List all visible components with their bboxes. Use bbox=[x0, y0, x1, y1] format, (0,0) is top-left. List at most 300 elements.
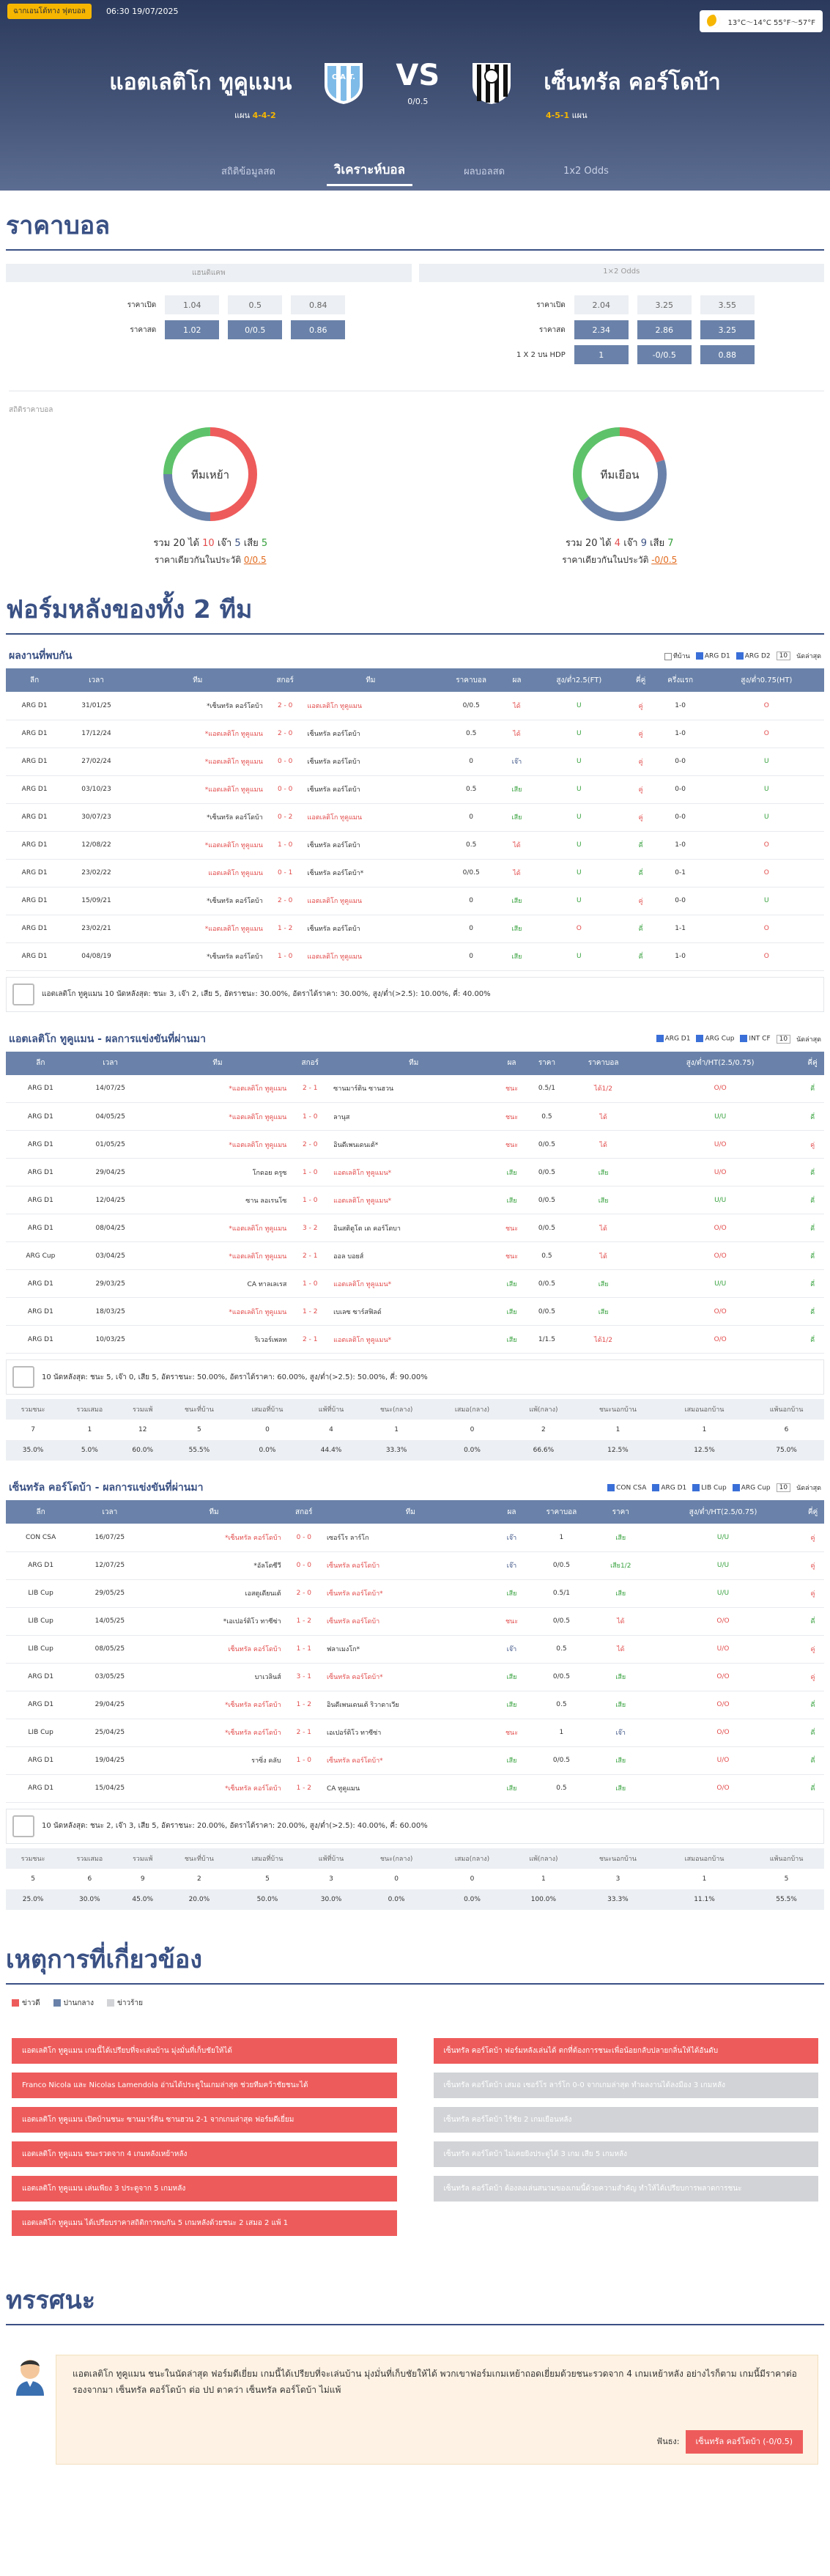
odd-even-cell: คี่ bbox=[801, 1159, 824, 1186]
away-team-cell[interactable]: เซ็นทรัล คอร์โดบ้า* bbox=[324, 1746, 497, 1774]
table-row bbox=[6, 1607, 824, 1635]
date-cell: 03/10/23 bbox=[63, 775, 130, 803]
stat-value: 1 bbox=[541, 1875, 546, 1883]
odds-value[interactable]: 1.02 bbox=[165, 320, 219, 339]
tab-live-score[interactable]: ผลบอลสด bbox=[464, 166, 505, 177]
home-donut-summary bbox=[100, 535, 320, 550]
match-count-select[interactable]: 10 bbox=[777, 652, 790, 660]
odds-cell: 0.5 bbox=[437, 720, 505, 748]
stat-header: เสมอที่บ้าน bbox=[232, 1399, 303, 1420]
news-item[interactable]: เซ็นทรัล คอร์โดบ้า เสมอ เซอร์โร ลาร์โก 0-0 จากเกมล่าสุด ทำผลงานได้ลงมือง 3 เกมหลัง bbox=[434, 2073, 819, 2098]
home-team-cell[interactable]: *เซ็นทรัล คอร์โดบ้า bbox=[130, 942, 266, 970]
odds-value[interactable]: 0.88 bbox=[700, 345, 755, 364]
column-header: สกอร์ bbox=[266, 668, 305, 692]
handicap-result-cell: ได้ bbox=[567, 1214, 640, 1242]
table-row bbox=[6, 1214, 824, 1242]
table-row bbox=[6, 942, 824, 970]
odds-value[interactable]: -0/0.5 bbox=[637, 345, 692, 364]
stat-value: 4 bbox=[329, 1426, 333, 1433]
away-team-cell[interactable]: เซ็นทรัล คอร์โดบ้า bbox=[324, 1551, 497, 1579]
home-team-cell[interactable]: *แอตเลติโก ทูคูแมน bbox=[146, 1298, 290, 1326]
handicap-result-cell: เสีย bbox=[567, 1186, 640, 1214]
filter-label: INT CF bbox=[749, 1035, 771, 1043]
odds-row-live bbox=[423, 320, 818, 339]
home-team-cell[interactable]: *แอตเลติโก ทูคูแมน bbox=[146, 1103, 290, 1131]
odds-value[interactable]: 3.25 bbox=[700, 320, 755, 339]
league-cell: ARG D1 bbox=[6, 915, 63, 942]
home-team-cell[interactable]: *เอเปอร์ติโว ทาซีซ่า bbox=[144, 1607, 284, 1635]
odds-cell: 0/0.5 bbox=[527, 1270, 567, 1298]
stat-header: แพ้(กลาง) bbox=[511, 1848, 576, 1869]
stat-header: รวมชนะ bbox=[6, 1848, 60, 1869]
away-team-cell[interactable]: CA ทูคูแมน bbox=[324, 1774, 497, 1802]
away-team-cell[interactable]: แอตเลติโก ทูคูแมน* bbox=[330, 1270, 497, 1298]
handicap-result-cell: ได้ bbox=[597, 1607, 645, 1635]
table-row bbox=[6, 859, 824, 887]
win-prefix: ได้ bbox=[188, 538, 199, 549]
legend-swatch bbox=[107, 1999, 114, 2007]
home-team-cell[interactable]: *เซ็นทรัล คอร์โดบ้า bbox=[144, 1719, 284, 1746]
away-team-cell[interactable]: เบเลซ ซาร์สฟิลด์ bbox=[330, 1298, 497, 1326]
date-cell: 01/05/25 bbox=[75, 1131, 146, 1159]
ou-cell: O/O bbox=[640, 1242, 801, 1270]
table-row bbox=[6, 748, 824, 775]
odds-row-label: ราคาสด bbox=[538, 325, 566, 334]
checkbox-icon bbox=[736, 652, 744, 660]
odd-even-cell: คู่ bbox=[630, 887, 652, 915]
odds-cell: 0 bbox=[437, 887, 505, 915]
handicap-result-cell: เสีย bbox=[567, 1298, 640, 1326]
stat-value: 0 bbox=[394, 1875, 399, 1883]
home-team-cell[interactable]: เซ็นทรัล คอร์โดบ้า bbox=[144, 1635, 284, 1663]
home-team-cell[interactable]: *อัลโดซีวี bbox=[144, 1551, 284, 1579]
away-team-cell[interactable]: แอตเลติโก ทูคูแมน* bbox=[330, 1186, 497, 1214]
filter-label: CON CSA bbox=[616, 1484, 647, 1492]
ou-cell: O/O bbox=[640, 1298, 801, 1326]
home-team-cell[interactable]: *เซ็นทรัล คอร์โดบ้า bbox=[130, 887, 266, 915]
news-item[interactable]: แอตเลติโก ทูคูแมน เกมนี้ได้เปรียบที่จะเล่นบ้าน มุ่งมั่นที่เก็บชัยให้ได้ bbox=[12, 2038, 397, 2064]
filter-label: ARG Cup bbox=[705, 1035, 735, 1043]
odds-value[interactable]: 3.25 bbox=[637, 295, 692, 314]
away-team-cell[interactable]: ฟลาเมงโก* bbox=[324, 1635, 497, 1663]
result-cell: เจ๊า bbox=[497, 1635, 526, 1663]
table-row bbox=[6, 1746, 824, 1774]
home-team-cell[interactable]: *เซ็นทรัล คอร์โดบ้า bbox=[144, 1691, 284, 1719]
breadcrumb[interactable]: ฉากเอนโด้ทาง ฟุตบอล bbox=[7, 4, 92, 19]
home-team-cell[interactable]: *แอตเลติโก ทูคูแมน bbox=[146, 1131, 290, 1159]
away-recent-table bbox=[6, 1500, 824, 1803]
away-recent-filters bbox=[607, 1483, 821, 1493]
odd-even-cell: คี่ bbox=[801, 1774, 824, 1802]
score-cell: 1 - 2 bbox=[284, 1774, 324, 1802]
away-team-cell[interactable]: เซ็นทรัล คอร์โดบ้า* bbox=[324, 1663, 497, 1691]
events-section-title: เหตุการที่เกี่ยวข้อง bbox=[6, 1924, 824, 1985]
h2h-filters bbox=[664, 651, 821, 661]
odds-row-label: ราคาสด bbox=[130, 325, 157, 334]
select-suffix: นัดล่าสุด bbox=[796, 1485, 821, 1492]
home-team-name[interactable]: แอตเลติโก ทูคูแมน bbox=[109, 70, 292, 95]
home-team-cell[interactable]: *แอตเลติโก ทูคูแมน bbox=[130, 831, 266, 859]
stat-percent: 0.0% bbox=[433, 1889, 511, 1910]
score-cell: 2 - 0 bbox=[289, 1131, 330, 1159]
score-cell: 1 - 0 bbox=[289, 1270, 330, 1298]
ou-ht-cell: O bbox=[709, 692, 824, 720]
half-time-cell: 0-0 bbox=[652, 803, 709, 831]
filter-label: ARG Cup bbox=[741, 1484, 771, 1492]
league-cell: ARG D1 bbox=[6, 1663, 75, 1691]
away-donut-label: ทีมเยือน bbox=[600, 468, 640, 481]
ou-ht-cell: U bbox=[709, 887, 824, 915]
table-row bbox=[6, 915, 824, 942]
column-header: ราคา bbox=[527, 1052, 567, 1075]
league-cell: LIB Cup bbox=[6, 1607, 75, 1635]
away-team-cell[interactable]: แอตเลติโก ทูคูแมน* bbox=[330, 1326, 497, 1354]
home-team-cell[interactable]: ราซิ่ง คลับ bbox=[144, 1746, 284, 1774]
home-team-cell[interactable]: CA ทาลเลเรส bbox=[146, 1270, 290, 1298]
ou-ht-cell: O bbox=[709, 942, 824, 970]
checkbox-icon bbox=[696, 1035, 703, 1042]
date-cell: 19/04/25 bbox=[75, 1746, 144, 1774]
stat-header: แพ้นอกบ้าน bbox=[749, 1848, 824, 1869]
stat-header: รวมแพ้ bbox=[119, 1399, 166, 1420]
away-team-cell[interactable]: เซ็นทรัล คอร์โดบ้า bbox=[305, 720, 437, 748]
away-odds-donut bbox=[510, 423, 730, 567]
away-team-name[interactable]: เซ็นทรัล คอร์โดบ้า bbox=[544, 70, 721, 95]
filter-arg-cup[interactable] bbox=[733, 1484, 771, 1492]
away-team-cell[interactable]: เซ็นทรัล คอร์โดบ้า* bbox=[305, 859, 437, 887]
result-cell: ได้ bbox=[505, 831, 528, 859]
odds-value[interactable]: 3.55 bbox=[700, 295, 755, 314]
news-item[interactable]: แอตเลติโก ทูคูแมน เล่นเพียง 3 ประตูจาก 5 เกมหลัง bbox=[12, 2176, 397, 2202]
away-team-cell[interactable]: แอตเลติโก ทูคูแมน* bbox=[330, 1159, 497, 1186]
away-team-cell[interactable]: เซอร์โร ลาร์โก bbox=[324, 1524, 497, 1551]
column-header: เวลา bbox=[75, 1052, 146, 1075]
news-item[interactable]: แอตเลติโก ทูคูแมน เปิดบ้านชนะ ซานมาร์ติน ซานฮวน 2-1 จากเกมล่าสุด ฟอร์มดีเยี่ยม bbox=[12, 2107, 397, 2133]
stat-value: 9 bbox=[140, 1875, 145, 1883]
date-cell: 29/05/25 bbox=[75, 1579, 144, 1607]
away-team-cell[interactable]: อินดีเพนเดนเต้* bbox=[330, 1131, 497, 1159]
odds-cell: 0/0.5 bbox=[437, 859, 505, 887]
stat-percent: 0.0% bbox=[433, 1440, 511, 1461]
home-team-cell[interactable]: *แอตเลติโก ทูคูแมน bbox=[146, 1075, 290, 1103]
odds-row-label: 1 X 2 บน HDP bbox=[516, 350, 566, 359]
away-team-cell[interactable]: แอตเลติโก ทูคูแมน bbox=[305, 887, 437, 915]
home-team-cell[interactable]: บาเวลินส์ bbox=[144, 1663, 284, 1691]
away-donut-hdp bbox=[510, 553, 730, 567]
score-cell: 1 - 0 bbox=[266, 831, 305, 859]
filter-home[interactable] bbox=[664, 651, 690, 661]
date-cell: 30/07/23 bbox=[63, 803, 130, 831]
same-odds-link[interactable]: 0/0.5 bbox=[243, 555, 267, 565]
score-cell: 0 - 0 bbox=[266, 775, 305, 803]
filter-label: ARG D1 bbox=[704, 652, 730, 660]
column-header: ราคา bbox=[597, 1500, 645, 1524]
home-recent-filters bbox=[656, 1034, 821, 1044]
tab-live-stats[interactable]: สถิติข้อมูลสด bbox=[221, 166, 275, 177]
table-row bbox=[6, 1326, 824, 1354]
date-cell: 08/04/25 bbox=[75, 1214, 146, 1242]
score-cell: 1 - 2 bbox=[284, 1607, 324, 1635]
away-team-cell[interactable]: ออล บอยส์ bbox=[330, 1242, 497, 1270]
ou-cell: O/O bbox=[645, 1691, 801, 1719]
column-header: คี่คู่ bbox=[801, 1052, 824, 1075]
table-row bbox=[6, 1579, 824, 1607]
home-team-cell[interactable]: โกดอย ครูซ bbox=[146, 1159, 290, 1186]
odds-value[interactable]: 2.34 bbox=[574, 320, 629, 339]
home-recent-table bbox=[6, 1052, 824, 1354]
ou-cell: U/U bbox=[640, 1103, 801, 1131]
home-donut-chart bbox=[159, 423, 262, 525]
odds-row-open bbox=[13, 295, 408, 314]
column-header: เวลา bbox=[63, 668, 130, 692]
stat-value: 5 bbox=[31, 1875, 35, 1883]
home-team-cell[interactable]: แอตเลติโก ทูคูแมน bbox=[130, 859, 266, 887]
vs-label: VS bbox=[396, 59, 440, 92]
stat-percent: 66.6% bbox=[511, 1440, 576, 1461]
away-team-cell[interactable]: เซ็นทรัล คอร์โดบ้า bbox=[324, 1607, 497, 1635]
league-cell: ARG D1 bbox=[6, 1691, 75, 1719]
odds-cell: 0.5 bbox=[437, 831, 505, 859]
ou-cell: U bbox=[528, 887, 630, 915]
away-team-cell[interactable]: เซ็นทรัล คอร์โดบ้า* bbox=[324, 1579, 497, 1607]
home-team-cell[interactable]: ริเวอร์เพลท bbox=[146, 1326, 290, 1354]
score-cell: 1 - 0 bbox=[289, 1159, 330, 1186]
home-team-cell[interactable]: ซาน ลอเรนโซ bbox=[146, 1186, 290, 1214]
header-handicap: 0/0.5 bbox=[407, 97, 429, 106]
league-cell: ARG D1 bbox=[6, 1186, 75, 1214]
weather-text: 13°C～14°C 55°F～57°F bbox=[727, 18, 815, 27]
table-row bbox=[6, 1663, 824, 1691]
stat-percent: 30.0% bbox=[303, 1889, 360, 1910]
away-team-cell[interactable]: อินดีเพนเดนเต้ ริวาดาเวีย bbox=[324, 1691, 497, 1719]
filter-arg-d2[interactable] bbox=[736, 652, 771, 660]
ou-cell: U bbox=[528, 720, 630, 748]
away-team-cell[interactable]: ลานุส bbox=[330, 1103, 497, 1131]
stat-value: 6 bbox=[784, 1426, 789, 1433]
checkbox-icon bbox=[656, 1035, 664, 1042]
away-team-cell[interactable]: ซานมาร์ติน ซานฮวน bbox=[330, 1075, 497, 1103]
odd-even-cell: คู่ bbox=[801, 1579, 824, 1607]
stat-value: 1 bbox=[394, 1426, 399, 1433]
tab-1x2-odds[interactable]: 1x2 Odds bbox=[563, 165, 609, 177]
handicap-odds bbox=[6, 289, 415, 370]
handicap-result-cell: ได้1/2 bbox=[567, 1326, 640, 1354]
tab-analysis[interactable]: วิเคราะห์บอล bbox=[327, 155, 412, 186]
table-row bbox=[6, 1270, 824, 1298]
news-item[interactable]: เซ็นทรัล คอร์โดบ้า ไม่เคยยิงประตูได้ 3 เกม เสีย 5 เกมหลัง bbox=[434, 2141, 819, 2167]
date-cell: 12/07/25 bbox=[75, 1551, 144, 1579]
filter-int-cf[interactable] bbox=[740, 1035, 770, 1043]
away-team-cell[interactable]: เซ็นทรัล คอร์โดบ้า bbox=[305, 831, 437, 859]
filter-arg-d1[interactable] bbox=[656, 1035, 691, 1043]
home-team-cell[interactable]: *เซ็นทรัล คอร์โดบ้า bbox=[144, 1524, 284, 1551]
score-cell: 0 - 0 bbox=[284, 1524, 324, 1551]
away-recent-title: เซ็นทรัล คอร์โดบ้า - ผลการแข่งขันที่ผ่านมา bbox=[9, 1482, 204, 1494]
legend-label: ข่าวดี bbox=[22, 1999, 40, 2007]
odds-value[interactable]: 0.86 bbox=[291, 320, 345, 339]
home-team-cell[interactable]: *เซ็นทรัล คอร์โดบ้า bbox=[130, 692, 266, 720]
result-cell: ชนะ bbox=[497, 1242, 527, 1270]
odds-value[interactable]: 1.04 bbox=[165, 295, 219, 314]
half-time-cell: 0-0 bbox=[652, 887, 709, 915]
handicap-result-cell: เสีย bbox=[597, 1691, 645, 1719]
legend-swatch bbox=[12, 1999, 19, 2007]
league-cell: ARG D1 bbox=[6, 1326, 75, 1354]
odd-even-cell: คู่ bbox=[630, 775, 652, 803]
handicap-result-cell: เสีย bbox=[597, 1746, 645, 1774]
date-cell: 15/09/21 bbox=[63, 887, 130, 915]
ou-cell: U bbox=[528, 803, 630, 831]
league-cell: ARG D1 bbox=[6, 887, 63, 915]
score-cell: 2 - 1 bbox=[284, 1719, 324, 1746]
away-donut-chart bbox=[568, 423, 671, 525]
table-row bbox=[6, 1186, 824, 1214]
news-item[interactable]: เซ็นทรัล คอร์โดบ้า ต้องลงเล่นสนามของเกมนี้ด้วยความสำคัญ ทำให้ได้เปรียบการพลาดการชนะ bbox=[434, 2176, 819, 2202]
away-formation-prefix: แผน bbox=[571, 111, 588, 120]
away-team-cell[interactable]: เซ็นทรัล คอร์โดบ้า bbox=[305, 748, 437, 775]
filter-lib-cup[interactable] bbox=[692, 1484, 726, 1492]
date-cell: 03/04/25 bbox=[75, 1242, 146, 1270]
home-team-logo bbox=[321, 60, 366, 106]
date-cell: 29/03/25 bbox=[75, 1270, 146, 1298]
news-item[interactable]: แอตเลติโก ทูคูแมน ชนะรวดจาก 4 เกมหลังเหย้าหลัง bbox=[12, 2141, 397, 2167]
odds-value[interactable]: 2.04 bbox=[574, 295, 629, 314]
news-item[interactable]: Franco Nicola และ Nicolas Lamendola อ่านได้ประตูในเกมล่าสุด ช่วยทีมคว้าชัยชนะได้ bbox=[12, 2073, 397, 2098]
match-count-select[interactable]: 10 bbox=[777, 1483, 790, 1492]
away-stats-table bbox=[6, 1848, 824, 1910]
match-count-select[interactable]: 10 bbox=[777, 1035, 790, 1044]
home-team-cell[interactable]: *แอตเลติโก ทูคูแมน bbox=[130, 720, 266, 748]
date-cell: 03/05/25 bbox=[75, 1663, 144, 1691]
result-cell: เสีย bbox=[497, 1298, 527, 1326]
home-team-cell[interactable]: เอสตูเดียนเต้ bbox=[144, 1579, 284, 1607]
odds-row-1x2-hdp bbox=[423, 345, 818, 364]
stat-value: 2 bbox=[541, 1426, 546, 1433]
odds-cell: 1 bbox=[526, 1524, 596, 1551]
prediction-button[interactable]: เซ็นทรัล คอร์โดบ้า (-0/0.5) bbox=[686, 2430, 803, 2454]
league-cell: ARG D1 bbox=[6, 1131, 75, 1159]
odd-even-cell: คี่ bbox=[801, 1242, 824, 1270]
away-team-cell[interactable]: แอตเลติโก ทูคูแมน bbox=[305, 942, 437, 970]
note-icon bbox=[12, 1366, 34, 1388]
filter-arg-d1[interactable] bbox=[696, 652, 730, 660]
away-team-cell[interactable]: เซ็นทรัล คอร์โดบ้า bbox=[305, 915, 437, 942]
odds-cell: 0 bbox=[437, 942, 505, 970]
odds-cell: 0/0.5 bbox=[526, 1607, 596, 1635]
home-team-cell[interactable]: *แอตเลติโก ทูคูแมน bbox=[130, 915, 266, 942]
odd-even-cell: คี่ bbox=[801, 1075, 824, 1103]
note-icon bbox=[12, 983, 34, 1005]
stat-header: เสมอ(กลาง) bbox=[433, 1848, 511, 1869]
column-header: สูง/ต่ำ/HT(2.5/0.75) bbox=[640, 1052, 801, 1075]
date-cell: 08/05/25 bbox=[75, 1635, 144, 1663]
column-header: สูง/ต่ำ2.5(FT) bbox=[528, 668, 630, 692]
moon-icon bbox=[707, 15, 720, 28]
away-team-cell[interactable]: เซ็นทรัล คอร์โดบ้า bbox=[305, 775, 437, 803]
legend-bad bbox=[107, 1998, 143, 2009]
odds-value[interactable]: 0/0.5 bbox=[228, 320, 282, 339]
away-recent-summary-text: 10 นัดหลังสุด: ชนะ 2, เจ๊า 3, เสีย 5, อัตราชนะ: 20.00%, อัตราได้ราคา: 20.00%, สูง/ต่ำ(>2.5): 40.00%, คี่: 60.00% bbox=[42, 1822, 428, 1830]
win-count: 4 bbox=[614, 538, 621, 549]
result-cell: เจ๊า bbox=[497, 1551, 526, 1579]
odd-even-cell: คี่ bbox=[801, 1746, 824, 1774]
league-cell: ARG D1 bbox=[6, 720, 63, 748]
result-cell: เสีย bbox=[497, 1663, 526, 1691]
note-icon bbox=[12, 1815, 34, 1837]
home-team-cell[interactable]: *แอตเลติโก ทูคูแมน bbox=[146, 1214, 290, 1242]
news-item[interactable]: เซ็นทรัล คอร์โดบ้า ไร้ชัย 2 เกมเยือนหลัง bbox=[434, 2107, 819, 2133]
home-team-cell[interactable]: *เซ็นทรัล คอร์โดบ้า bbox=[144, 1774, 284, 1802]
same-odds-link[interactable]: -0/0.5 bbox=[651, 555, 678, 565]
table-row bbox=[6, 1103, 824, 1131]
table-row bbox=[6, 803, 824, 831]
filter-arg-d1[interactable] bbox=[652, 1484, 686, 1492]
filter-con-csa[interactable] bbox=[607, 1484, 646, 1492]
column-header: สกอร์ bbox=[289, 1052, 330, 1075]
odds-value[interactable]: 0.5 bbox=[228, 295, 282, 314]
result-cell: เจ๊า bbox=[505, 748, 528, 775]
stat-percent: 0.0% bbox=[360, 1889, 433, 1910]
news-item[interactable]: เซ็นทรัล คอร์โดบ้า ฟอร์มหลังเล่นได้ ตกที่ต้องการชนะเพื่อน้อยกลับปลายกลิ่นให้ได้อันดับ bbox=[434, 2038, 819, 2064]
odds-cell: 0.5 bbox=[526, 1774, 596, 1802]
score-cell: 1 - 0 bbox=[289, 1103, 330, 1131]
stat-value: 5 bbox=[265, 1875, 270, 1883]
date-cell: 16/07/25 bbox=[75, 1524, 144, 1551]
news-item[interactable]: แอตเลติโก ทูคูแมน ได้เปรียบราคาสถิติการพบกัน 5 เกมหลังด้วยชนะ 2 เสมอ 2 แพ้ 1 bbox=[12, 2210, 397, 2236]
filter-arg-cup[interactable] bbox=[696, 1035, 734, 1043]
column-header: ลีก bbox=[6, 668, 63, 692]
score-cell: 1 - 1 bbox=[284, 1635, 324, 1663]
score-cell: 2 - 0 bbox=[266, 692, 305, 720]
odds-value[interactable]: 0.84 bbox=[291, 295, 345, 314]
home-team-cell[interactable]: *แอตเลติโก ทูคูแมน bbox=[130, 775, 266, 803]
handicap-result-cell: เสีย1/2 bbox=[597, 1551, 645, 1579]
odds-value[interactable]: 1 bbox=[574, 345, 629, 364]
stat-header: ชนะที่บ้าน bbox=[166, 1848, 232, 1869]
handicap-result-cell: เสีย bbox=[567, 1159, 640, 1186]
away-team-cell[interactable]: แอตเลติโก ทูคูแมน bbox=[305, 803, 437, 831]
stat-value: 3 bbox=[615, 1875, 620, 1883]
ou-cell: U bbox=[528, 775, 630, 803]
ou-cell: U bbox=[528, 748, 630, 775]
table-row bbox=[6, 831, 824, 859]
home-team-cell[interactable]: *แอตเลติโก ทูคูแมน bbox=[130, 748, 266, 775]
half-time-cell: 0-0 bbox=[652, 748, 709, 775]
legend-swatch bbox=[53, 1999, 61, 2007]
ou-cell: U bbox=[528, 859, 630, 887]
odds-cell: 0/0.5 bbox=[526, 1746, 596, 1774]
odds-value[interactable]: 2.86 bbox=[637, 320, 692, 339]
result-cell: ได้ bbox=[505, 720, 528, 748]
stat-percent: 33.3% bbox=[360, 1440, 433, 1461]
stat-header: เสมอนอกบ้าน bbox=[660, 1399, 749, 1420]
stat-value: 5 bbox=[784, 1875, 789, 1883]
away-team-cell[interactable]: เอเปอร์ติโว ทาซีซ่า bbox=[324, 1719, 497, 1746]
ou-cell: U bbox=[528, 692, 630, 720]
score-cell: 2 - 1 bbox=[289, 1075, 330, 1103]
home-team-cell[interactable]: *เซ็นทรัล คอร์โดบ้า bbox=[130, 803, 266, 831]
league-cell: ARG D1 bbox=[6, 1774, 75, 1802]
away-team-cell[interactable]: อินสติตูโต เด คอร์โดบา bbox=[330, 1214, 497, 1242]
home-team-cell[interactable]: *แอตเลติโก ทูคูแมน bbox=[146, 1242, 290, 1270]
stat-percent: 33.3% bbox=[576, 1889, 660, 1910]
stat-percent: 55.5% bbox=[749, 1889, 824, 1910]
opinion-box bbox=[56, 2355, 818, 2465]
score-cell: 0 - 1 bbox=[266, 859, 305, 887]
league-cell: ARG D1 bbox=[6, 1103, 75, 1131]
away-team-cell[interactable]: แอตเลติโก ทูคูแมน bbox=[305, 692, 437, 720]
prediction-label: ฟันธง: bbox=[656, 2436, 680, 2446]
